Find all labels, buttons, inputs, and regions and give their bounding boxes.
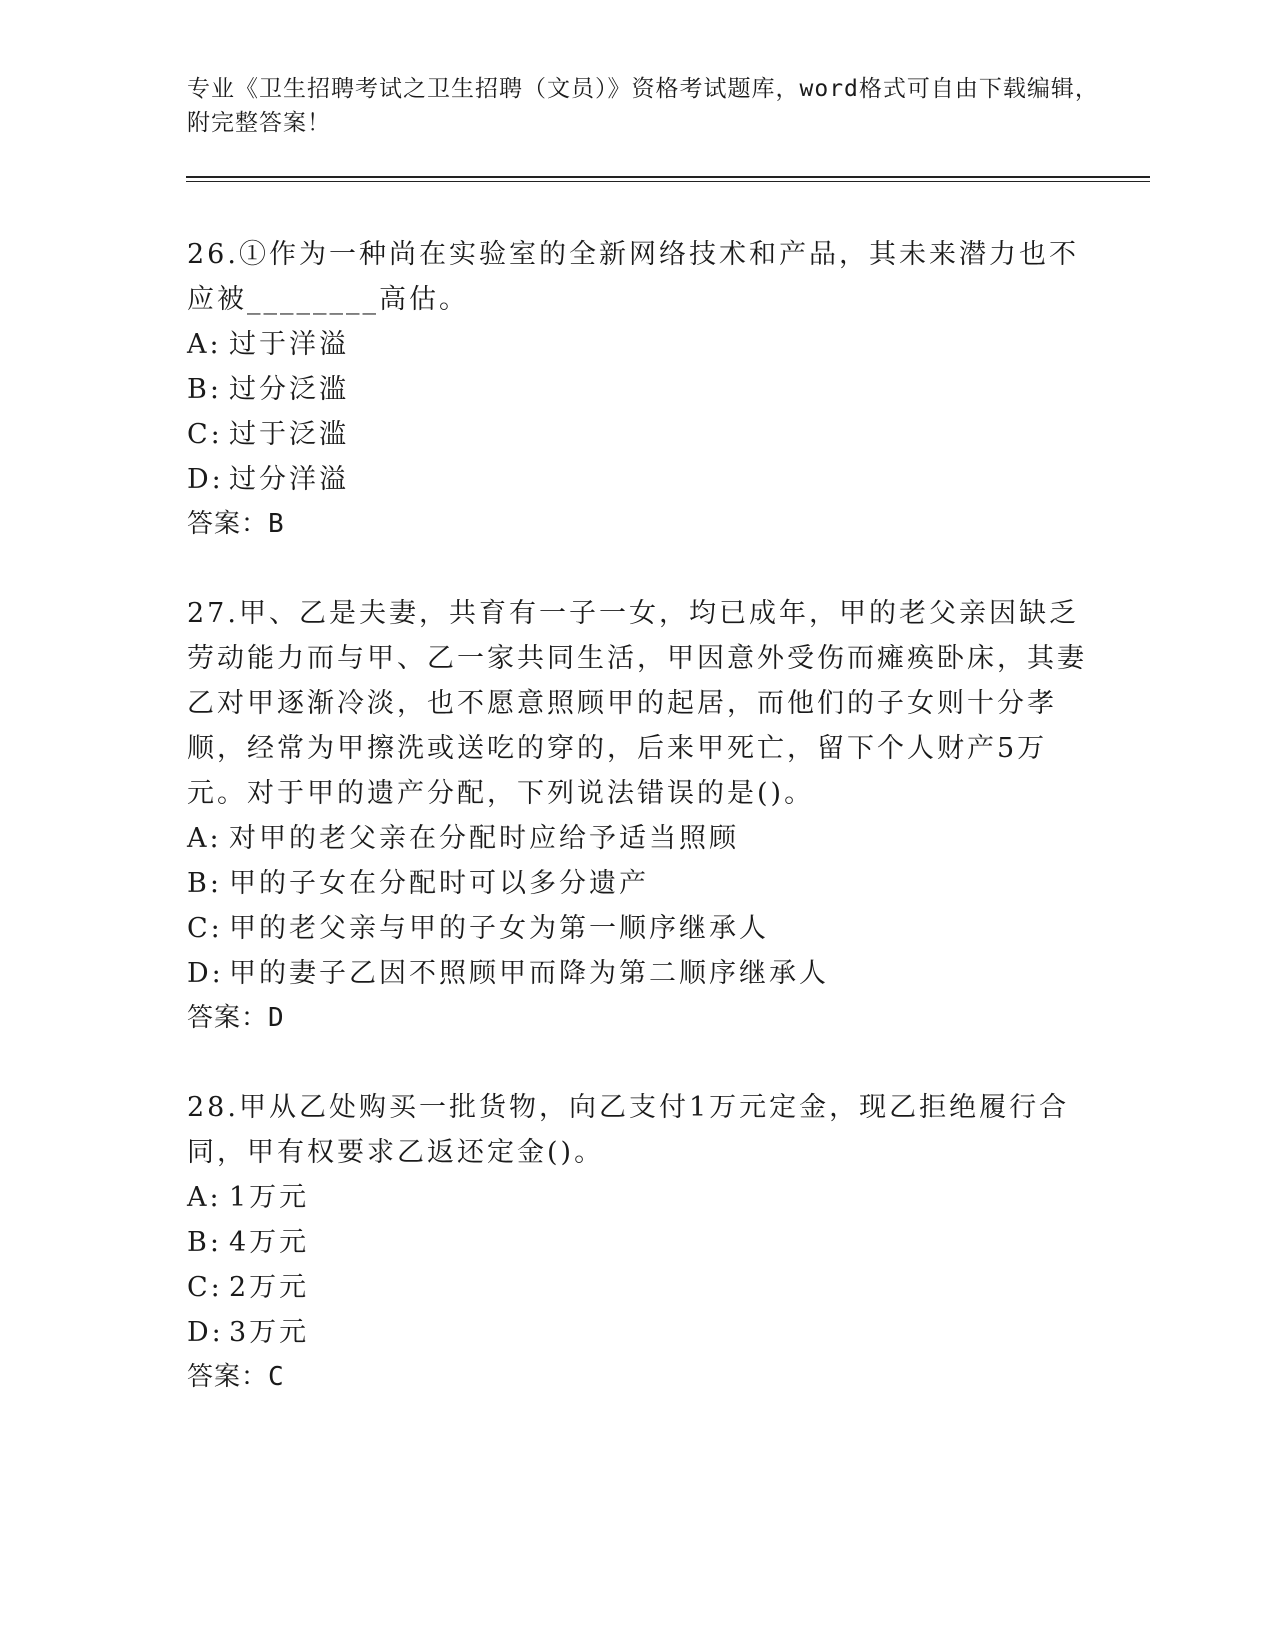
option-text: 3万元 — [229, 1317, 310, 1348]
option-d — [187, 457, 1087, 502]
option-b — [187, 367, 1087, 412]
answer-line: 答案：D — [187, 1003, 285, 1033]
option-text: 甲的老父亲与甲的子女为第一顺序继承人 — [229, 913, 769, 944]
option-d — [187, 1310, 1087, 1355]
question-26 — [187, 232, 1087, 547]
option-key: D: — [187, 464, 224, 495]
option-text: 过分洋溢 — [229, 464, 349, 495]
option-c — [187, 412, 1087, 457]
option-key: B: — [187, 374, 222, 405]
answer-line: 答案：C — [187, 1362, 285, 1392]
option-b — [187, 1220, 1087, 1265]
question-28 — [187, 1085, 1087, 1400]
option-key: C: — [187, 419, 223, 450]
option-text: 4万元 — [229, 1227, 310, 1258]
option-key: A: — [187, 1182, 222, 1213]
option-c — [187, 906, 1087, 951]
question-stem: 28.甲从乙处购买一批货物，向乙支付1万元定金，现乙拒绝履行合同，甲有权要求乙返还定金()。 — [187, 1092, 1070, 1168]
option-text: 对甲的老父亲在分配时应给予适当照顾 — [229, 823, 739, 854]
option-key: D: — [187, 1317, 224, 1348]
option-key: C: — [187, 1272, 223, 1303]
option-key: A: — [187, 823, 222, 854]
option-d — [187, 951, 1087, 996]
option-c — [187, 1265, 1087, 1310]
option-a — [187, 1175, 1087, 1220]
question-stem: 27.甲、乙是夫妻，共育有一子一女，均已成年，甲的老父亲因缺乏劳动能力而与甲、乙一家共同生活，甲因意外受伤而瘫痪卧床，其妻乙对甲逐渐冷淡，也不愿意照顾甲的起居，而他们的子女则十分孝顺，经常为甲擦洗或送吃的穿的，后来甲死亡，留下个人财产5万元。对于甲的遗产分配，下列说法错误的是()。 — [187, 598, 1087, 809]
option-key: B: — [187, 1227, 222, 1258]
option-key: A: — [187, 329, 222, 360]
option-key: D: — [187, 958, 224, 989]
option-a — [187, 816, 1087, 861]
option-text: 甲的妻子乙因不照顾甲而降为第二顺序继承人 — [229, 958, 829, 989]
option-text: 甲的子女在分配时可以多分遗产 — [229, 868, 649, 899]
header-divider-thin — [186, 181, 1150, 182]
document-header: 专业《卫生招聘考试之卫生招聘（文员）》资格考试题库，word格式可自由下载编辑，附完整答案！ — [187, 76, 1099, 136]
header-divider-thick — [186, 176, 1150, 178]
option-text: 过于泛滥 — [229, 419, 349, 450]
question-27 — [187, 591, 1087, 1041]
option-b — [187, 861, 1087, 906]
question-list — [187, 232, 1087, 1444]
option-key: B: — [187, 868, 222, 899]
option-text: 2万元 — [229, 1272, 310, 1303]
option-text: 过于洋溢 — [229, 329, 349, 360]
answer-line: 答案：B — [187, 509, 285, 539]
question-stem: 26.①作为一种尚在实验室的全新网络技术和产品，其未来潜力也不应被________高估。 — [187, 239, 1079, 315]
option-text: 1万元 — [229, 1182, 310, 1213]
option-key: C: — [187, 913, 223, 944]
option-a — [187, 322, 1087, 367]
option-text: 过分泛滥 — [229, 374, 349, 405]
